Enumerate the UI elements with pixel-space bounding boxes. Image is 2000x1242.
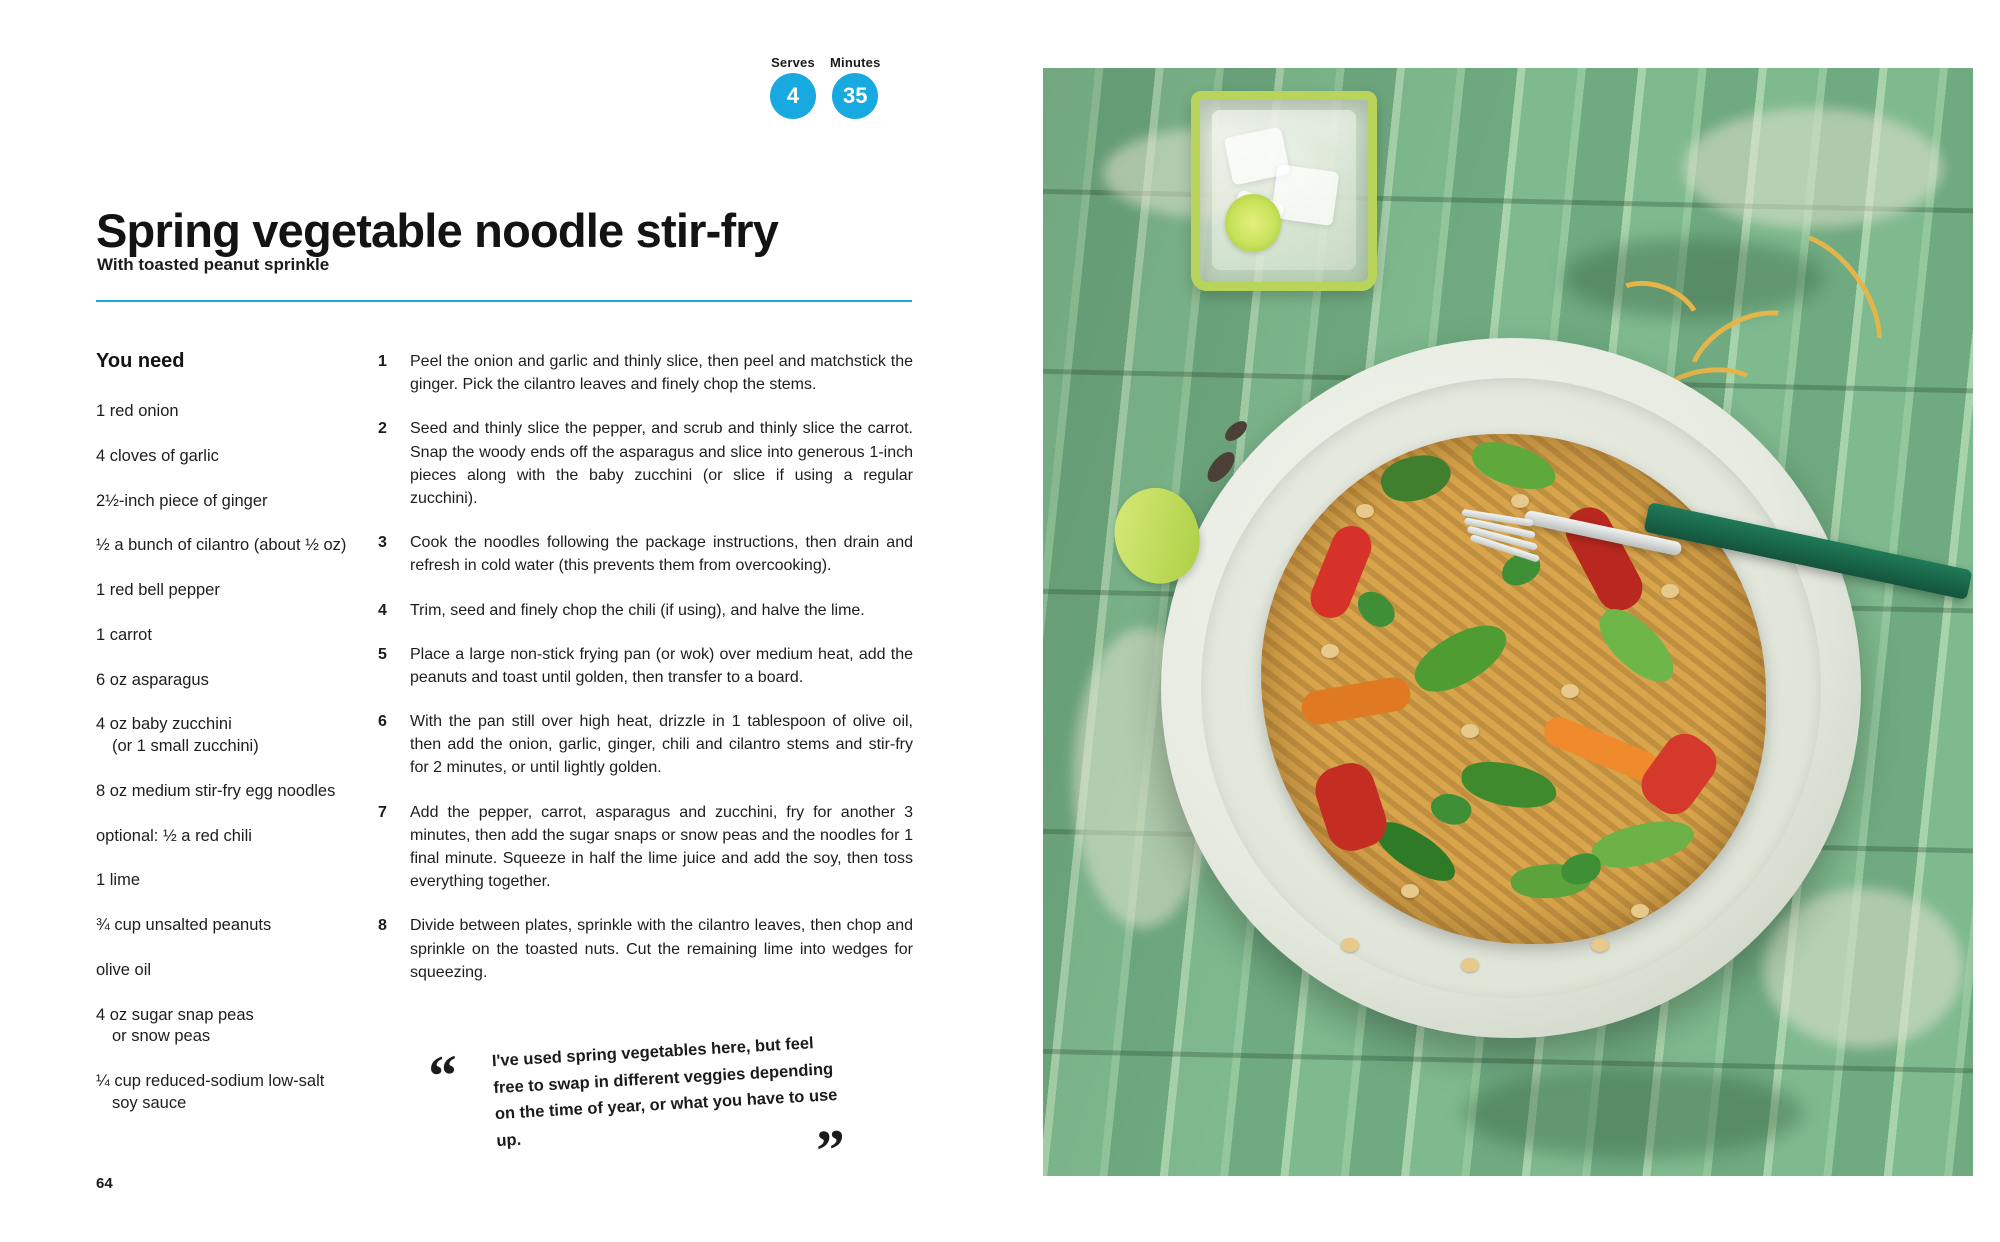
step-number: 1	[378, 353, 387, 370]
ingredient-text: 4 oz baby zucchini	[96, 715, 232, 734]
step-number: 4	[378, 601, 387, 619]
ingredient-item	[96, 781, 366, 803]
peanut	[1356, 504, 1374, 518]
water-glass	[1191, 91, 1377, 291]
ingredient-item	[96, 870, 366, 892]
peanut	[1561, 684, 1579, 698]
peanut	[1511, 494, 1529, 508]
step-number: 7	[378, 803, 387, 821]
ingredient-item	[96, 535, 366, 557]
peanut	[1401, 884, 1419, 898]
ingredient-text: 4 cloves of garlic	[96, 446, 219, 465]
step-number: 2	[378, 420, 387, 438]
ingredient-text: 8 oz medium stir-fry egg noodles	[96, 781, 336, 800]
zucchini-slice	[1406, 610, 1516, 706]
peanut	[1461, 724, 1479, 738]
ingredient-text: 1 carrot	[96, 625, 152, 644]
red-pepper-strip	[1633, 725, 1725, 823]
paint-wear	[1683, 108, 1943, 228]
method-step	[378, 710, 913, 780]
cilantro-leaf	[1559, 851, 1603, 886]
method-step	[378, 914, 913, 984]
step-text: Trim, seed and finely chop the chili (if using), and halve the lime.	[410, 601, 865, 619]
title-divider	[96, 300, 912, 302]
minutes-value: 35	[832, 73, 878, 119]
recipe-badges	[770, 55, 881, 119]
peanut	[1591, 938, 1609, 952]
step-text: Divide between plates, sprinkle with the cilantro leaves, then chop and sprinkle on the toasted nuts. Cut the remaining lime into wedges for squeezing.	[410, 917, 913, 981]
peanut	[1461, 958, 1479, 972]
paint-wear	[1763, 888, 1963, 1048]
ingredient-text: ¾ cup unsalted peanuts	[96, 916, 272, 935]
ingredient-item	[96, 1005, 366, 1049]
ingredient-text: 1 lime	[96, 871, 141, 890]
peanut	[1661, 584, 1679, 598]
method-step	[378, 643, 913, 689]
recipe-title: Spring vegetable noodle stir-fry	[96, 204, 779, 258]
zucchini-slice	[1467, 436, 1560, 496]
ingredient-text: ¼ cup reduced-sodium low-salt	[96, 1072, 325, 1091]
method-column	[378, 350, 913, 1005]
ingredient-item	[96, 1071, 366, 1115]
step-number: 5	[378, 645, 387, 663]
peanut	[1321, 644, 1339, 658]
page-number: 64	[96, 1175, 113, 1192]
ingredient-item	[96, 580, 366, 602]
paint-shadow	[1463, 1068, 1803, 1158]
step-number: 8	[378, 917, 387, 935]
cilantro-leaf	[1427, 787, 1476, 831]
plate	[1161, 338, 1861, 1038]
serves-badge	[770, 55, 816, 119]
plate-chip	[1203, 447, 1240, 486]
ingredient-item	[96, 401, 366, 423]
quote-close-mark: ”	[814, 1116, 848, 1184]
glass-interior	[1212, 110, 1356, 270]
ingredient-list	[96, 401, 366, 1115]
serves-label: Serves	[771, 55, 815, 70]
peanut	[1631, 904, 1649, 918]
cilantro-leaf	[1352, 584, 1400, 634]
quote-open-mark: “	[426, 1042, 460, 1109]
sugar-snap-pea	[1588, 810, 1699, 877]
minutes-label: Minutes	[830, 55, 881, 70]
method-step	[378, 531, 913, 577]
red-pepper-strip	[1558, 500, 1650, 619]
ingredient-text: olive oil	[96, 960, 152, 979]
recipe-subtitle: With toasted peanut sprinkle	[97, 255, 330, 274]
ingredient-text: 4 oz sugar snap peas	[96, 1005, 254, 1024]
sugar-snap-pea	[1459, 758, 1560, 813]
ingredient-text: 6 oz asparagus	[96, 670, 209, 689]
method-step	[378, 417, 913, 510]
ingredient-item	[96, 670, 366, 692]
ingredient-subtext: soy sauce	[112, 1094, 187, 1113]
ingredient-text: optional: ½ a red chili	[96, 826, 252, 845]
serves-value: 4	[770, 73, 816, 119]
step-text: Peel the onion and garlic and thinly slice, then peel and matchstick the ginger. Pick the cilantro leaves and finely chop the stems.	[410, 353, 913, 394]
minutes-badge	[830, 55, 881, 119]
ingredient-item	[96, 826, 366, 848]
lime-slice-in-glass	[1225, 194, 1281, 252]
ingredient-item	[96, 491, 366, 513]
ingredient-item	[96, 960, 366, 982]
ingredient-text: ½ a bunch of cilantro (about ½ oz)	[96, 536, 347, 555]
ingredients-column	[96, 350, 366, 1138]
ingredient-item	[96, 625, 366, 647]
ingredient-subtext: or snow peas	[112, 1027, 211, 1046]
step-number: 6	[378, 713, 387, 731]
method-step	[378, 801, 913, 894]
method-step	[378, 599, 913, 622]
ingredient-text: 1 red onion	[96, 402, 179, 420]
step-list	[378, 350, 913, 984]
plank-seam	[1043, 1048, 1973, 1075]
step-text: Seed and thinly slice the pepper, and scrub and thinly slice the carrot. Snap the woody ends off the asparagus and slice into generous 1-inch pieces along with the baby zucchini (or slice if using a regular zucchini).	[410, 420, 913, 507]
step-text: With the pan still over high heat, drizzle in 1 tablespoon of olive oil, then add the onion, garlic, ginger, chili and cilantro stems and stir-fry for 2 minutes, or until lightly golden.	[410, 713, 913, 777]
step-text: Place a large non-stick frying pan (or wok) over medium heat, add the peanuts and toast until golden, then transfer to a board.	[410, 645, 913, 686]
ingredient-item	[96, 446, 366, 468]
ingredient-item	[96, 714, 366, 758]
peanut	[1341, 938, 1359, 952]
author-quote	[426, 1028, 852, 1184]
carrot-strip	[1299, 675, 1413, 728]
ingredient-text: 2½-inch piece of ginger	[96, 491, 268, 510]
ingredient-item	[96, 915, 366, 937]
ingredients-heading: You need	[96, 350, 185, 372]
recipe-photo	[1043, 68, 1973, 1176]
step-text: Cook the noodles following the package instructions, then drain and refresh in cold water (this prevents them from overcooking).	[410, 534, 913, 575]
ingredient-text: 1 red bell pepper	[96, 581, 220, 600]
zucchini-slice	[1588, 600, 1687, 693]
plate-chip	[1222, 417, 1251, 444]
quote-text: I've used spring vegetables here, but feel free to swap in different veggies depending on the time of year, or what you have to use up.	[491, 1034, 838, 1151]
method-step	[378, 350, 913, 396]
step-text: Add the pepper, carrot, asparagus and zucchini, fry for another 3 minutes, then add the sugar snaps or snow peas and the noodles for 1 final minute. Squeeze in half the lime juice and add the soy, then toss everything together.	[410, 803, 913, 891]
ingredient-subtext: (or 1 small zucchini)	[112, 737, 259, 756]
step-number: 3	[378, 534, 387, 552]
